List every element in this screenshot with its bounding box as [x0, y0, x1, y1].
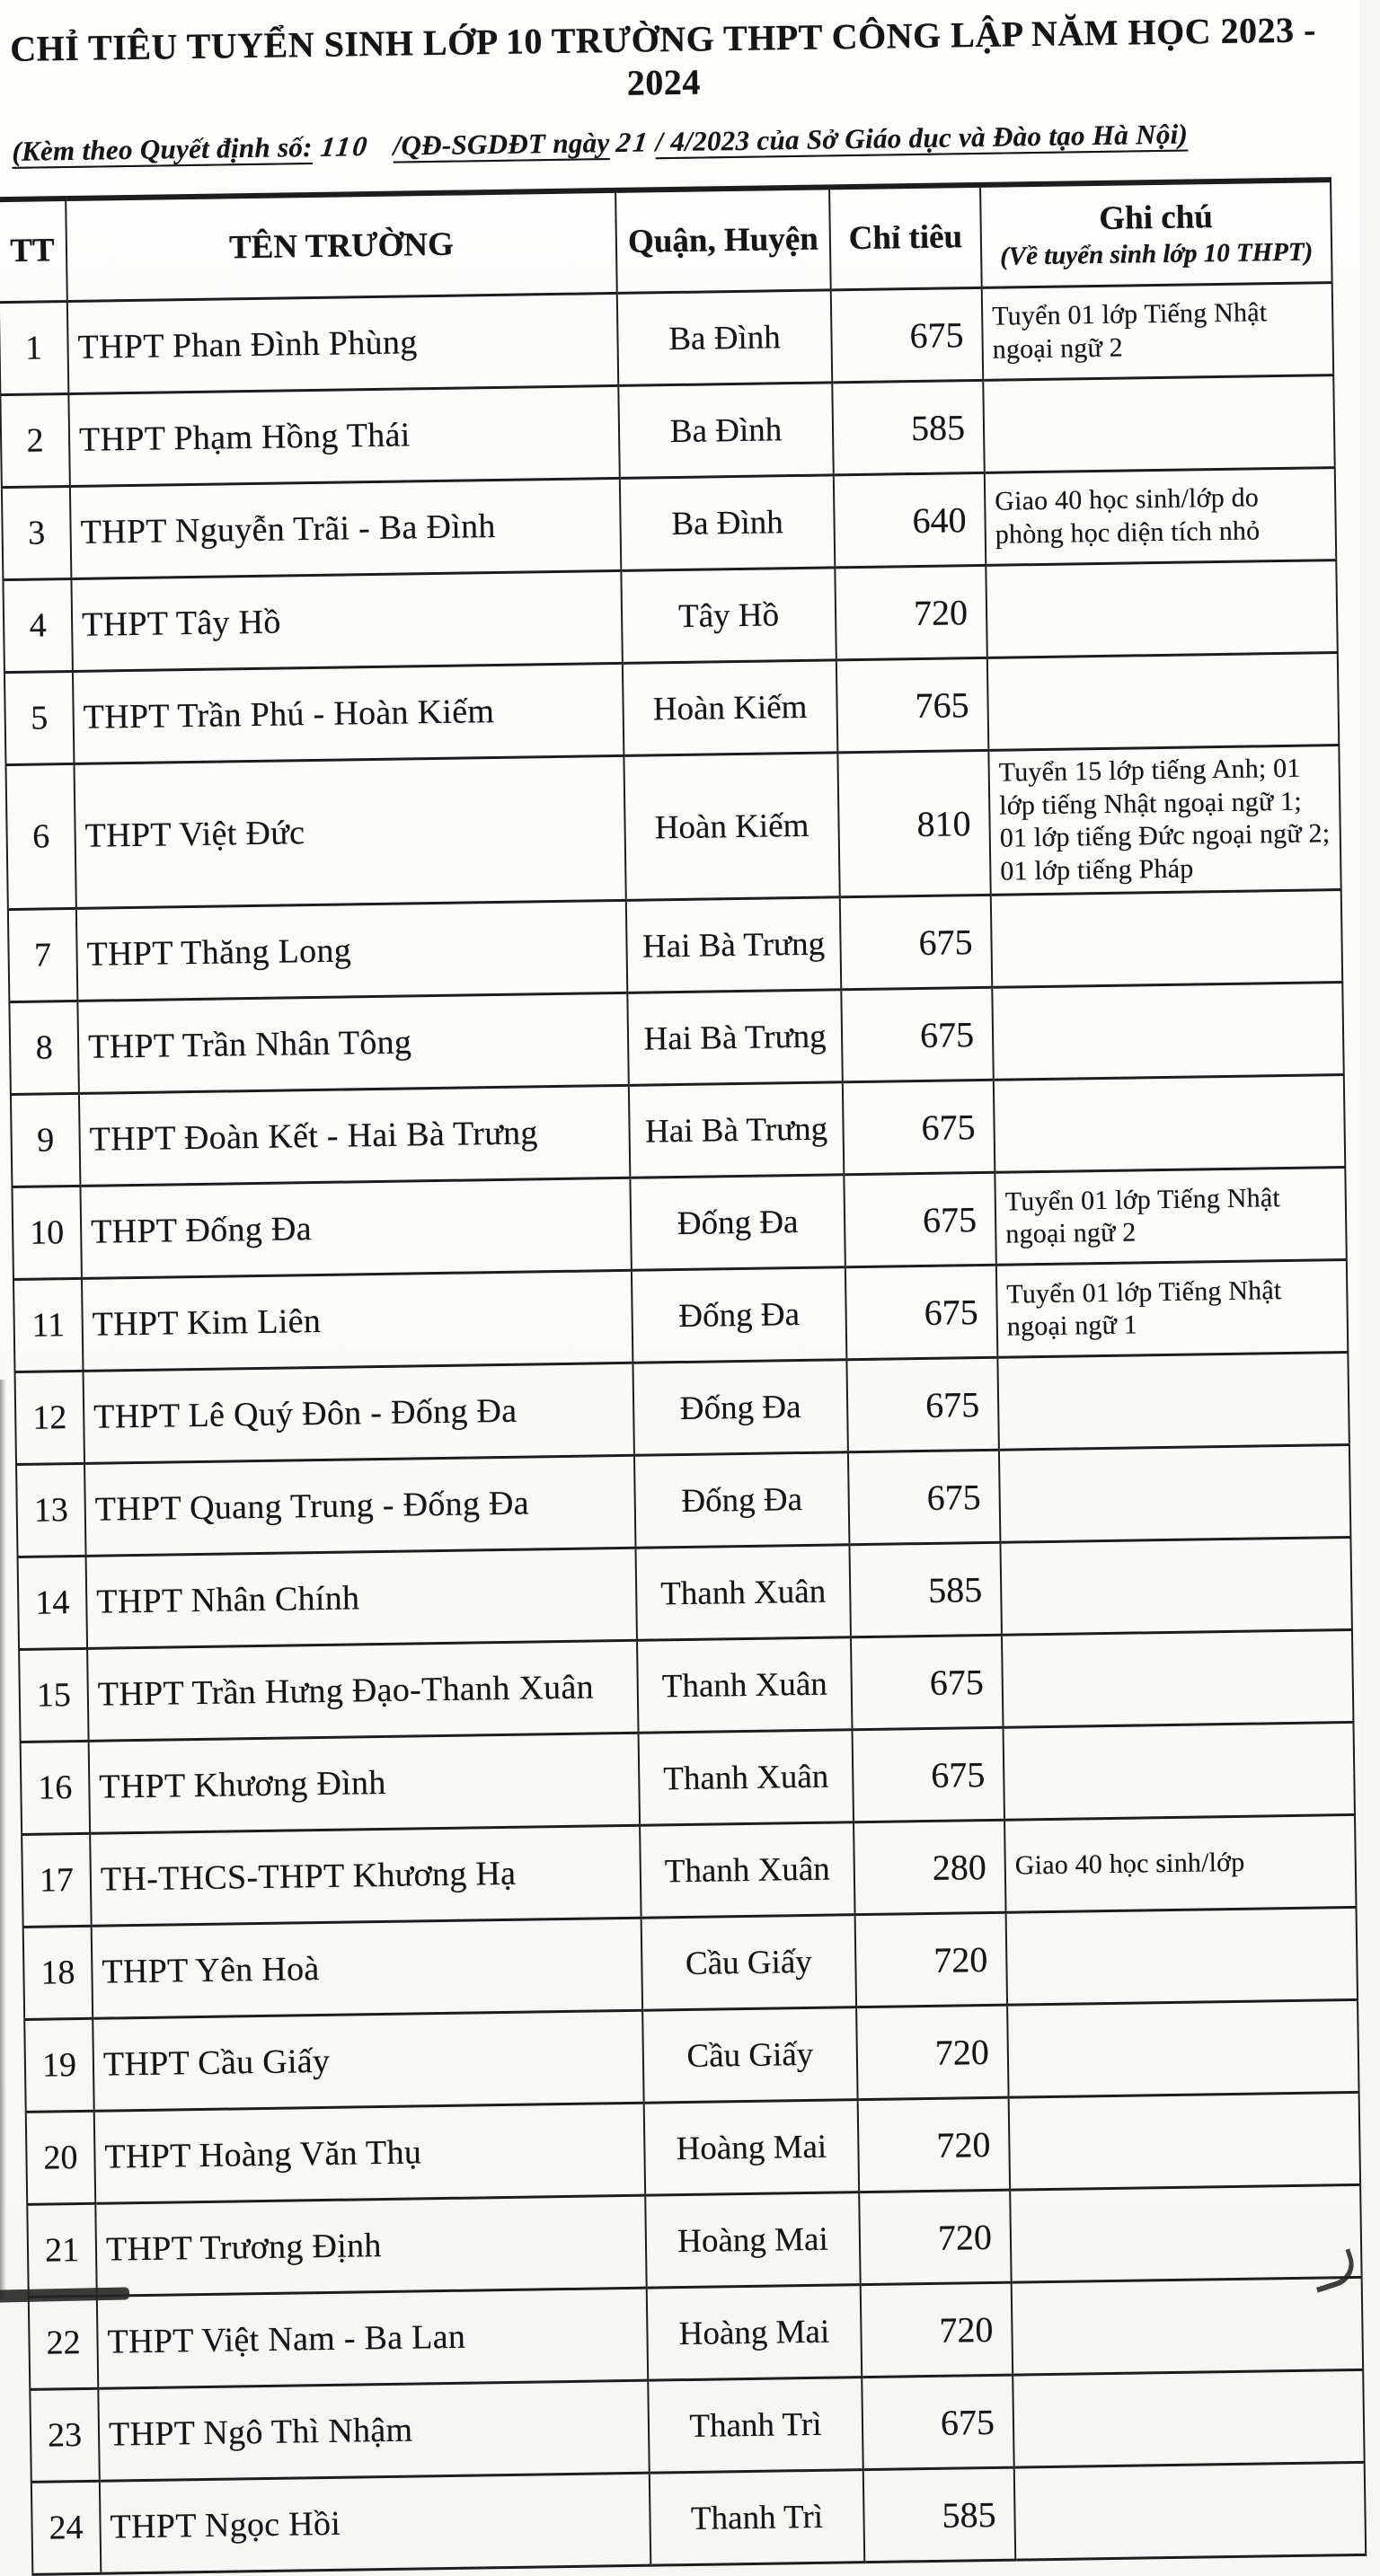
quota-value: 585 — [832, 380, 985, 474]
district: Hoàng Mai — [647, 2285, 862, 2381]
district: Hoàn Kiếm — [623, 660, 838, 756]
row-index: 17 — [22, 1834, 92, 1928]
quota-value: 720 — [859, 2191, 1012, 2285]
row-note: Tuyển 01 lớp Tiếng Nhật ngoại ngữ 2 — [982, 283, 1333, 381]
admission-quota-table — [0, 177, 1367, 2576]
district: Hoàng Mai — [644, 2100, 860, 2196]
row-note — [1009, 2093, 1360, 2191]
table-row — [31, 2463, 1366, 2575]
quota-value: 675 — [831, 287, 984, 382]
table-body — [0, 283, 1366, 2575]
district: Thanh Trì — [648, 2378, 863, 2474]
row-index: 13 — [16, 1464, 86, 1557]
row-index: 6 — [5, 763, 75, 909]
row-index: 4 — [3, 578, 73, 672]
quota-value: 675 — [845, 1266, 998, 1360]
quota-value: 675 — [841, 988, 994, 1082]
school-name: THPT Trần Phú - Hoàn Kiếm — [73, 663, 624, 763]
row-index: 15 — [19, 1649, 89, 1742]
district: Hai Bà Trưng — [629, 1082, 845, 1178]
page-title: CHỈ TIÊU TUYỂN SINH LỚP 10 TRƯỜNG THPT CÔNG LẬP NĂM HỌC 2023 - 2024 — [9, 9, 1317, 103]
district: Ba Đình — [617, 290, 833, 386]
quota-value: 675 — [843, 1081, 995, 1175]
quota-value: 675 — [840, 895, 993, 990]
school-name: THPT Việt Đức — [74, 755, 625, 908]
school-name: THPT Quang Trung - Đống Đa — [84, 1456, 635, 1557]
header-district: Quận, Huyện — [615, 187, 831, 293]
row-note — [992, 983, 1343, 1081]
district: Đống Đa — [632, 1267, 847, 1363]
row-index: 12 — [15, 1372, 85, 1465]
row-note — [1014, 2463, 1366, 2561]
quota-value: 810 — [837, 750, 990, 897]
row-index: 8 — [9, 1001, 79, 1095]
subtitle-suffix: / 4/2023 của Sở Giáo dục và Đào tạo Hà Nội) — [655, 118, 1189, 158]
district: Hoàn Kiếm — [624, 753, 839, 901]
row-note — [983, 375, 1334, 473]
quota-value: 720 — [858, 2098, 1011, 2192]
school-name: THPT Phạm Hồng Thái — [68, 385, 619, 486]
school-name: THPT Hoàng Văn Thụ — [94, 2104, 645, 2204]
school-name: THPT Ngô Thì Nhậm — [98, 2381, 649, 2482]
district: Hai Bà Trưng — [626, 897, 842, 993]
header-tt: TT — [0, 198, 67, 303]
row-index: 1 — [0, 302, 68, 395]
school-name: THPT Yên Hoà — [92, 1919, 642, 2019]
handwritten-decision-number: 110 — [319, 129, 372, 163]
header-note — [980, 180, 1332, 287]
row-note: Giao 40 học sinh/lớp do phòng học diện tích nhỏ — [985, 468, 1336, 566]
school-name: THPT Khương Đình — [89, 1734, 640, 1834]
school-name: THPT Tây Hồ — [71, 570, 622, 671]
school-name: THPT Trương Định — [95, 2196, 646, 2297]
row-index: 3 — [2, 486, 72, 579]
row-index: 14 — [18, 1557, 88, 1650]
school-name: THPT Đoàn Kết - Hai Bà Trưng — [79, 1086, 630, 1187]
school-name: TH-THCS-THPT Khương Hạ — [90, 1826, 641, 1927]
row-index: 2 — [0, 393, 70, 487]
header-school-name: TÊN TRƯỜNG — [66, 190, 617, 302]
row-index: 20 — [26, 2112, 96, 2205]
row-note — [999, 1445, 1350, 1543]
school-name: THPT Thăng Long — [76, 901, 627, 1001]
district: Thanh Xuân — [637, 1637, 853, 1734]
school-name: THPT Cầu Giấy — [93, 2011, 643, 2112]
row-note — [1012, 2278, 1363, 2376]
row-index: 7 — [8, 909, 78, 1002]
row-index: 16 — [21, 1742, 91, 1835]
quota-value: 720 — [835, 565, 987, 659]
quota-value: 675 — [862, 2376, 1014, 2470]
school-name: THPT Nhân Chính — [86, 1548, 637, 1649]
district: Hoàng Mai — [645, 2192, 861, 2289]
district: Thanh Xuân — [640, 1822, 855, 1919]
school-name: THPT Lê Quý Đôn - Đống Đa — [84, 1363, 634, 1464]
district: Tây Hồ — [621, 568, 836, 664]
quota-value: 280 — [854, 1821, 1006, 1915]
quota-value: 675 — [846, 1358, 999, 1452]
school-name: THPT Đống Đa — [80, 1178, 631, 1279]
header-quota: Chỉ tiêu — [829, 185, 982, 290]
district: Thanh Xuân — [639, 1730, 854, 1826]
row-index: 21 — [27, 2204, 97, 2298]
row-note: Tuyển 01 lớp Tiếng Nhật ngoại ngữ 2 — [995, 1168, 1346, 1266]
district: Ba Đình — [618, 383, 834, 479]
quota-value: 640 — [834, 472, 986, 567]
school-name: THPT Trần Hưng Đạo-Thanh Xuân — [87, 1641, 638, 1742]
quota-value: 720 — [856, 2006, 1009, 2100]
quota-value: 765 — [836, 657, 989, 752]
subtitle — [12, 116, 1328, 168]
school-name: THPT Kim Liên — [82, 1271, 632, 1372]
row-note — [991, 890, 1342, 988]
school-name: THPT Ngọc Hồi — [100, 2474, 650, 2574]
quota-value: 585 — [849, 1543, 1002, 1637]
quota-value: 675 — [844, 1173, 996, 1267]
district: Cầu Giấy — [641, 1915, 857, 2011]
district: Đống Đa — [632, 1360, 848, 1456]
row-note — [994, 1075, 1345, 1173]
row-index: 9 — [11, 1094, 81, 1187]
row-note — [997, 1353, 1349, 1451]
row-note — [1000, 1538, 1351, 1636]
district: Đống Đa — [630, 1175, 845, 1271]
district: Ba Đình — [620, 475, 836, 571]
district: Cầu Giấy — [642, 2007, 858, 2104]
row-index: 18 — [23, 1927, 93, 2020]
row-index: 5 — [4, 671, 75, 764]
quota-value: 675 — [851, 1636, 1004, 1730]
quota-value: 675 — [848, 1451, 1001, 1545]
school-name: THPT Nguyễn Trãi - Ba Đình — [70, 478, 621, 578]
row-note — [986, 560, 1337, 658]
row-note — [1006, 1908, 1358, 2006]
header-note-title: Ghi chú — [1099, 198, 1214, 238]
table-header — [0, 180, 1332, 303]
quota-value: 720 — [855, 1913, 1008, 2007]
school-name: THPT Phan Đình Phùng — [67, 293, 618, 393]
row-note — [1002, 1630, 1353, 1728]
subtitle-prefix: (Kèm theo Quyết định số: — [12, 130, 314, 167]
row-note — [1007, 2000, 1358, 2098]
subtitle-middle: /QĐ-SGDĐT ngày — [393, 127, 610, 162]
district: Đống Đa — [634, 1452, 850, 1548]
quota-value: 720 — [861, 2283, 1013, 2378]
district: Thanh Trì — [650, 2470, 865, 2566]
school-name: THPT Trần Nhân Tông — [77, 993, 628, 1094]
row-index: 10 — [12, 1187, 82, 1280]
header-note-subtitle: (Về tuyển sinh lớp 10 THPT) — [999, 237, 1314, 271]
scan-edge-shadow — [0, 1380, 6, 2299]
district: Thanh Xuân — [635, 1545, 851, 1641]
table-row — [5, 745, 1340, 910]
row-note — [1013, 2370, 1364, 2468]
quota-value: 675 — [853, 1728, 1005, 1822]
row-index: 23 — [30, 2389, 100, 2483]
row-note: Tuyển 15 lớp tiếng Anh; 01 lớp tiếng Nhật ngoại ngữ 1; 01 lớp tiếng Đức ngoại ngữ 2; 01 lớp tiếng Pháp — [988, 745, 1340, 895]
school-name: THPT Việt Nam - Ba Lan — [97, 2289, 648, 2389]
row-index: 22 — [29, 2297, 99, 2390]
handwritten-day: 21 — [615, 126, 652, 158]
row-note — [987, 653, 1339, 751]
row-index: 24 — [31, 2482, 102, 2575]
row-index: 11 — [13, 1279, 84, 1372]
district: Hai Bà Trưng — [627, 990, 843, 1086]
row-note: Giao 40 học sinh/lớp — [1004, 1815, 1356, 1913]
row-index: 19 — [24, 2019, 94, 2113]
quota-value: 585 — [863, 2468, 1016, 2563]
row-note: Tuyển 01 lớp Tiếng Nhật ngoại ngữ 1 — [996, 1260, 1348, 1358]
row-note — [1004, 1723, 1355, 1821]
